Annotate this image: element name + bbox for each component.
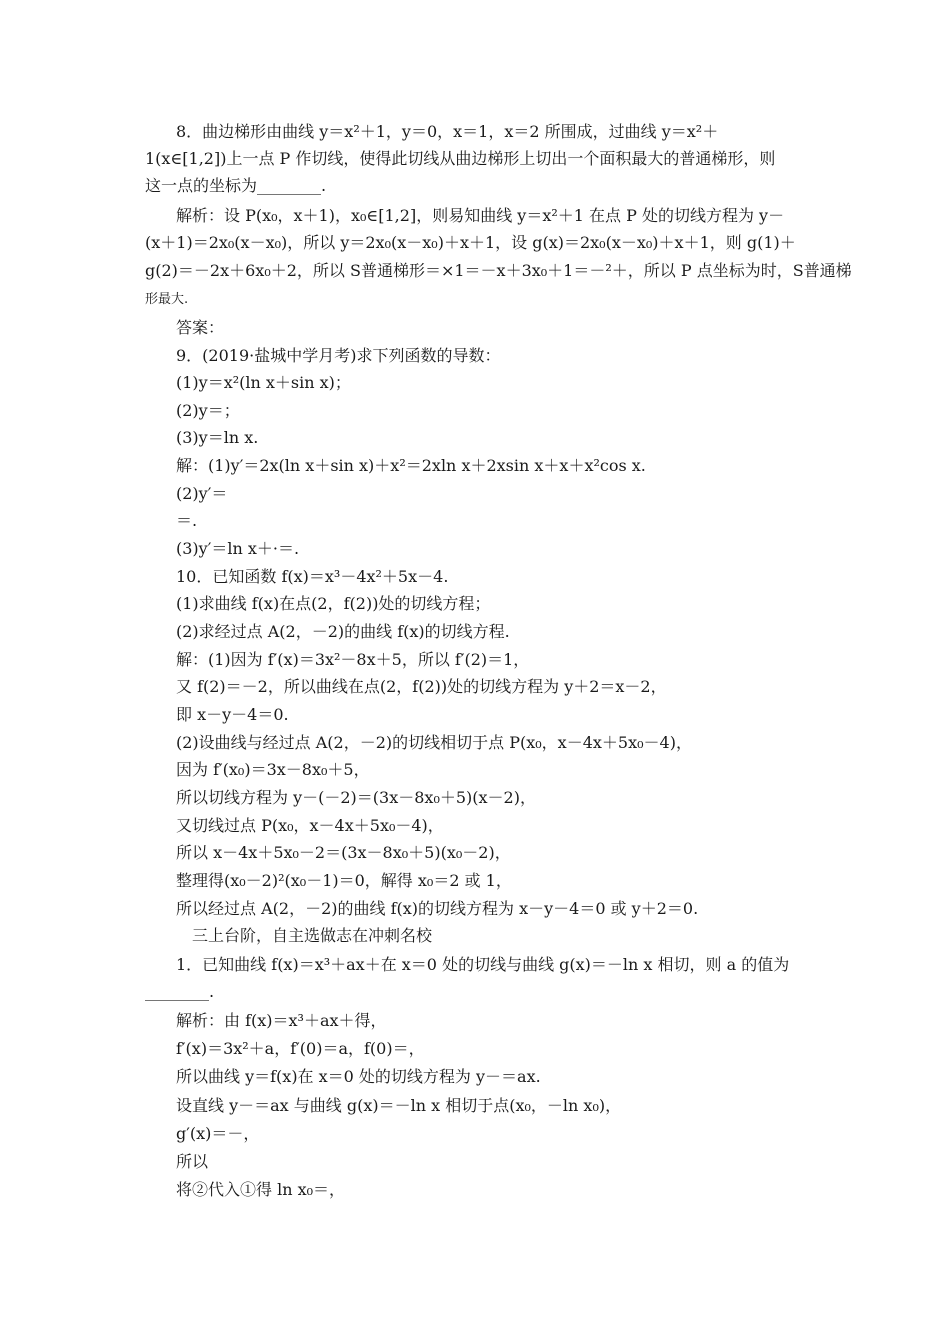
- solution-1-line-5: g′(x)＝－，: [176, 1124, 260, 1143]
- solution-10-line-7: 又切线过点 P(x₀，x－4x＋5x₀－4)，: [176, 816, 444, 835]
- problem-8-line-2: 1(x∈[1,2])上一点 P 作切线，使得此切线从曲边梯形上切出一个面积最大的普通梯形，则: [145, 149, 776, 168]
- solution-10-line-2: 又 f(2)＝－2，所以曲线在点(2，f(2))处的切线方程为 y＋2＝x－2，: [176, 677, 667, 696]
- problem-8-line-1: 8．曲边梯形由曲线 y＝x²＋1，y＝0，x＝1，x＝2 所围成，过曲线 y＝x²＋: [176, 122, 719, 141]
- solution-10-line-6: 所以切线方程为 y－(－2)＝(3x－8x₀＋5)(x－2)，: [176, 788, 536, 807]
- problem-10-part-1: (1)求曲线 f(x)在点(2，f(2))处的切线方程；: [176, 594, 491, 613]
- problem-8-line-3: 这一点的坐标为________.: [145, 176, 327, 195]
- solution-10-line-3: 即 x－y－4＝0.: [176, 705, 289, 724]
- solution-10-line-8: 所以 x－4x＋5x₀－2＝(3x－8x₀＋5)(x₀－2)，: [176, 843, 511, 862]
- solution-9-part-2: (2)y′＝: [176, 484, 228, 503]
- solution-9-part-1: 解：(1)y′＝2x(ln x＋sin x)＋x²＝2xln x＋2xsin x＋x＋x²cos x.: [176, 456, 646, 475]
- solution-9-part-2-cont: ＝.: [176, 511, 198, 530]
- answer-8: 答案：: [176, 318, 225, 337]
- problem-9-part-3: (3)y＝ln x.: [176, 428, 259, 447]
- problem-9-title: 9．(2019·盐城中学月考)求下列函数的导数：: [176, 346, 501, 365]
- solution-10-line-5: 因为 f′(x₀)＝3x－8x₀＋5，: [176, 760, 370, 779]
- solution-9-part-3: (3)y′＝ln x＋·＝.: [176, 539, 300, 558]
- problem-9-part-2: (2)y＝；: [176, 401, 240, 420]
- solution-8-line-2: (x＋1)＝2x₀(x－x₀)，所以 y＝2x₀(x－x₀)＋x＋1，设 g(x)＝2x₀(x－x₀)＋x＋1，则 g(1)＋: [145, 233, 796, 252]
- solution-10-line-9: 整理得(x₀－2)²(x₀－1)＝0，解得 x₀＝2 或 1，: [176, 871, 512, 890]
- solution-10-line-4: (2)设曲线与经过点 A(2，－2)的切线相切于点 P(x₀，x－4x＋5x₀－4)，: [176, 733, 692, 752]
- solution-10-line-10: 所以经过点 A(2，－2)的曲线 f(x)的切线方程为 x－y－4＝0 或 y＋2＝0.: [176, 899, 699, 918]
- solution-1-line-6: 所以: [176, 1152, 209, 1171]
- problem-10-part-2: (2)求经过点 A(2，－2)的曲线 f(x)的切线方程.: [176, 622, 510, 641]
- solution-10-line-1: 解：(1)因为 f′(x)＝3x²－8x＋5，所以 f′(2)＝1，: [176, 650, 530, 669]
- solution-1-line-7: 将②代入①得 ln x₀＝，: [176, 1180, 346, 1199]
- section-heading: 三上台阶，自主选做志在冲刺名校: [192, 926, 433, 945]
- solution-8-line-4: 形最大.: [145, 292, 189, 307]
- problem-1-line-2: ________.: [145, 982, 215, 1001]
- problem-1-line-1: 1．已知曲线 f(x)＝x³＋ax＋在 x＝0 处的切线与曲线 g(x)＝－ln x 相切，则 a 的值为: [176, 955, 790, 974]
- solution-1-line-4: 设直线 y－＝ax 与曲线 g(x)＝－ln x 相切于点(x₀，－ln x₀)，: [176, 1096, 622, 1115]
- solution-1-line-1: 解析：由 f(x)＝x³＋ax＋得，: [176, 1011, 387, 1030]
- solution-1-line-3: 所以曲线 y＝f(x)在 x＝0 处的切线方程为 y－＝ax.: [176, 1067, 541, 1086]
- problem-10-title: 10．已知函数 f(x)＝x³－4x²＋5x－4.: [176, 567, 449, 586]
- solution-8-line-3: g(2)＝－2x＋6x₀＋2，所以 S普通梯形＝×1＝－x＋3x₀＋1＝－²＋，所以 P 点坐标为时，S普通梯: [145, 261, 852, 280]
- solution-1-line-2: f′(x)＝3x²＋a，f′(0)＝a，f(0)＝，: [176, 1039, 425, 1058]
- problem-9-part-1: (1)y＝x²(ln x＋sin x)；: [176, 373, 351, 392]
- solution-8-line-1: 解析：设 P(x₀，x＋1)，x₀∈[1,2]，则易知曲线 y＝x²＋1 在点 P 处的切线方程为 y－: [176, 206, 785, 225]
